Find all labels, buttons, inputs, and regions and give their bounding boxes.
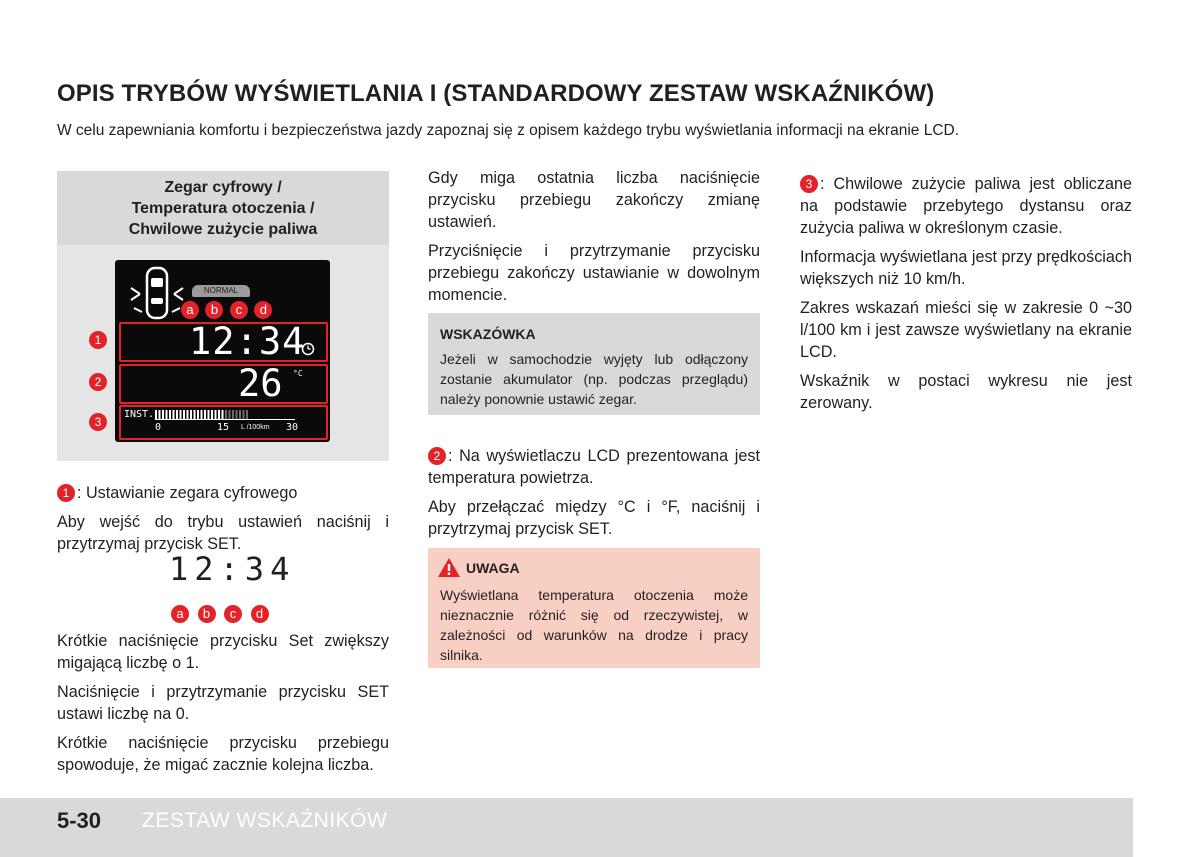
item-1 bbox=[57, 482, 389, 504]
lcd-clock: 12:34 bbox=[189, 320, 306, 363]
figure-heading-line: Chwilowe zużycie paliwa bbox=[128, 220, 318, 238]
warning-text: Wyświetlana temperatura otoczenia może nieznacznie różnić się od rzeczywistej, w zależności od warunków na drodze i pracy silnika. bbox=[440, 587, 748, 663]
warning-icon bbox=[437, 557, 461, 578]
temp-unit: °C bbox=[293, 369, 303, 378]
scale-max: 30 bbox=[286, 422, 299, 433]
column-3 bbox=[800, 173, 1132, 421]
warning-title: UWAGA bbox=[466, 560, 520, 576]
lcd-letter-badges bbox=[181, 301, 274, 319]
scale-mid: 15 bbox=[217, 422, 230, 433]
paragraph: Gdy miga ostatnia liczba naciśnięcie przycisku przebiegu zakończy zmianę ustawień. bbox=[428, 169, 760, 231]
lcd-letter: d bbox=[254, 301, 272, 319]
clock-letter: c bbox=[224, 605, 242, 623]
lcd-temperature: 26 bbox=[238, 362, 283, 405]
clock-icon bbox=[301, 342, 315, 356]
mode-label: NORMAL bbox=[192, 285, 250, 297]
warning-box bbox=[428, 548, 760, 668]
paragraph: Zakres wskazań mieści się w zakresie 0 ~30 l/100 km i jest zawsze wyświetlany na ekranie LCD. bbox=[800, 299, 1132, 361]
item-2 bbox=[428, 445, 760, 489]
paragraph: Krótkie naciśnięcie przycisku Set zwiększy migającą liczbę o 1. bbox=[57, 632, 389, 672]
lcd-letter: a bbox=[181, 301, 199, 319]
section-title: ZESTAW WSKAŹNIKÓW bbox=[142, 809, 388, 832]
callout-3: 3 bbox=[89, 413, 107, 431]
badge-2: 2 bbox=[428, 447, 446, 465]
figure-heading bbox=[57, 171, 389, 245]
badge-3: 3 bbox=[800, 175, 818, 193]
callout-1: 1 bbox=[89, 331, 107, 349]
paragraph: Krótkie naciśnięcie przycisku przebiegu spowoduje, że migać zacznie kolejna liczba. bbox=[57, 734, 389, 774]
lcd-letter: c bbox=[230, 301, 248, 319]
clock-box bbox=[119, 322, 328, 362]
paragraph: Przyciśnięcie i przytrzymanie przycisku przebiegu zakończy ustawianie w dowolnym momencie. bbox=[428, 242, 760, 304]
paragraph: Informacja wyświetlana jest przy prędkościach większych niż 10 km/h. bbox=[800, 248, 1132, 288]
lcd-display bbox=[115, 260, 330, 442]
page-title: OPIS TRYBÓW WYŚWIETLANIA I (STANDARDOWY ZESTAW WSKAŹNIKÓW) bbox=[57, 80, 935, 107]
scale-unit: L /100km bbox=[241, 424, 270, 431]
tip-box bbox=[428, 313, 760, 415]
callout-2: 2 bbox=[89, 373, 107, 391]
paragraph: Naciśnięcie i przytrzymanie przycisku SET ustawi liczbę na 0. bbox=[57, 683, 389, 723]
page-number: 5-30 bbox=[57, 808, 102, 833]
clock-letter: b bbox=[198, 605, 216, 623]
column-2-lower bbox=[428, 445, 760, 547]
clock-illustration bbox=[57, 550, 389, 624]
tip-text: Jeżeli w samochodzie wyjęty lub odłączony zostanie akumulator (np. podczas przeglądu) należy ponownie ustawić zegar. bbox=[440, 351, 748, 407]
fuel-consumption-bar bbox=[155, 410, 295, 420]
badge-1: 1 bbox=[57, 484, 75, 502]
column-1 bbox=[57, 482, 389, 783]
paragraph: Aby wejść do trybu ustawień naciśnij i przytrzymaj przycisk SET. bbox=[57, 513, 389, 553]
clock-letter: d bbox=[251, 605, 269, 623]
scale-min: 0 bbox=[155, 422, 162, 433]
page-footer bbox=[0, 798, 1133, 857]
lcd-letter: b bbox=[205, 301, 223, 319]
car-top-view-icon bbox=[127, 264, 187, 324]
fuel-consumption-box bbox=[119, 405, 328, 440]
clock-letter: a bbox=[171, 605, 189, 623]
item-3-text: : Chwilowe zużycie paliwa jest obliczane na podstawie przebytego dystansu oraz zużycia paliwa w określonym czasie. bbox=[800, 175, 1132, 237]
intro-text: W celu zapewniania komfortu i bezpieczeństwa jazdy zapoznaj się z opisem każdego trybu wyświetlania informacji na ekranie LCD. bbox=[57, 122, 960, 139]
clock-digits: 12:34 bbox=[169, 550, 296, 588]
figure-heading-line: Temperatura otoczenia / bbox=[131, 199, 315, 217]
paragraph: Aby przełączać między °C i °F, naciśnij i przytrzymaj przycisk SET. bbox=[428, 498, 760, 538]
item-1-text: : Ustawianie zegara cyfrowego bbox=[77, 484, 298, 502]
figure-heading-line: Zegar cyfrowy / bbox=[164, 178, 282, 196]
paragraph: Wskaźnik w postaci wykresu nie jest zerowany. bbox=[800, 372, 1132, 412]
tip-title: WSKAZÓWKA bbox=[440, 326, 536, 342]
item-3 bbox=[800, 173, 1132, 239]
column-2 bbox=[428, 167, 760, 313]
clock-letter-badges bbox=[171, 602, 271, 624]
item-2-text: : Na wyświetlaczu LCD prezentowana jest temperatura powietrza. bbox=[428, 447, 760, 487]
inst-label: INST. bbox=[124, 409, 155, 420]
temperature-box bbox=[119, 364, 328, 404]
